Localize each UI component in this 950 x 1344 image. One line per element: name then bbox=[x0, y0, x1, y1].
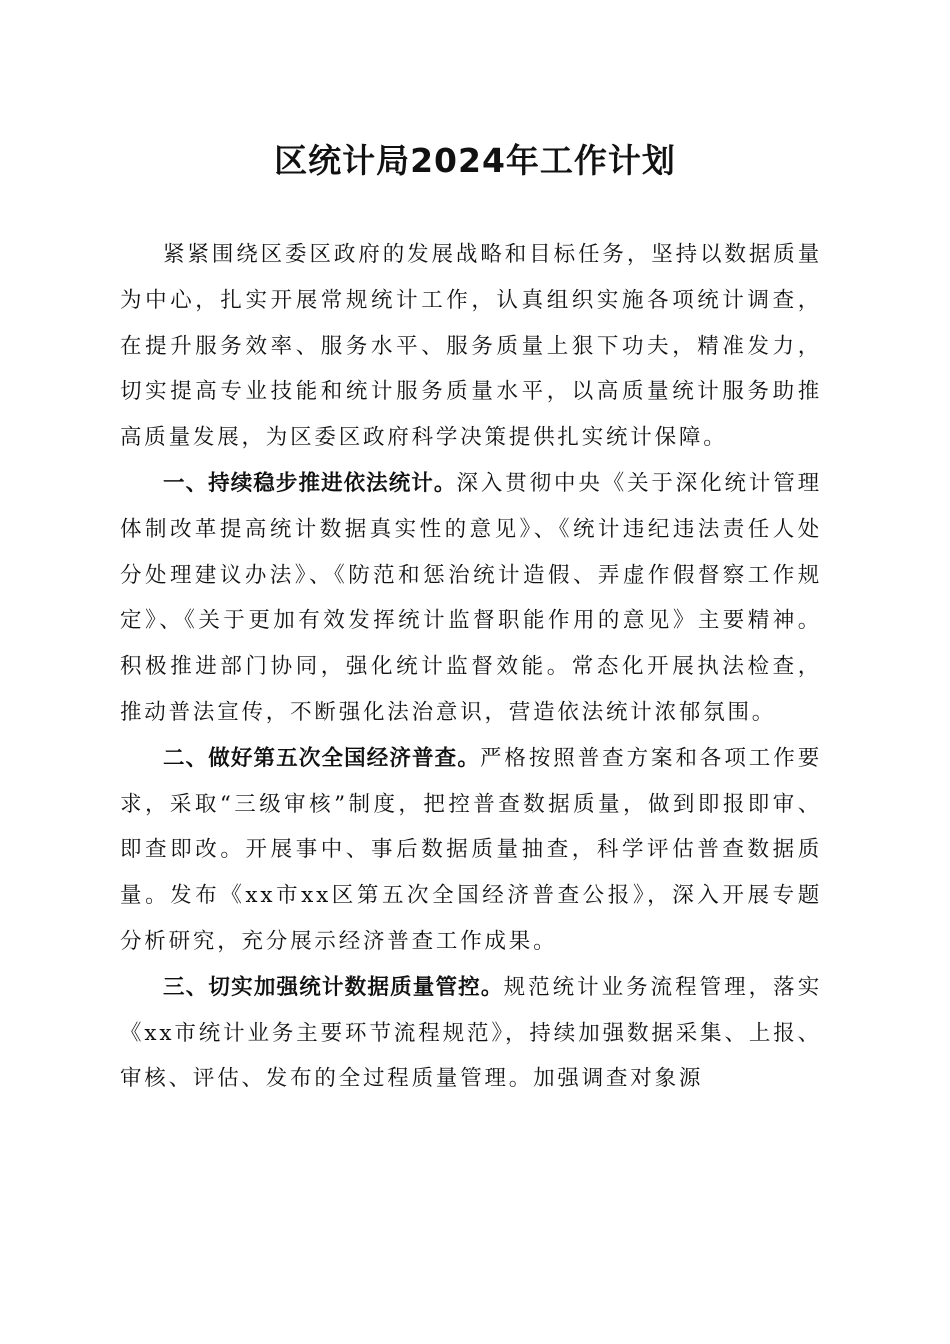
section-heading-2: 二、做好第五次全国经济普查。 bbox=[163, 745, 480, 771]
section-paragraph-2 bbox=[120, 736, 822, 965]
section-body-3: 规范统计业务流程管理，落实《xx市统计业务主要环节流程规范》，持续加强数据采集、上报、审核、评估、发布的全过程质量管理。加强调查对象源 bbox=[120, 974, 822, 1092]
section-body-1: 深入贯彻中央《关于深化统计管理体制改革提高统计数据真实性的意见》、《统计违纪违法责任人处分处理建议办法》、《防范和惩治统计造假、弄虚作假督察工作规定》、《关于更加有效发挥统计监督职能作用的意见》主要精神。积极推进部门协同，强化统计监督效能。常态化开展执法检查，推动普法宣传，不断强化法治意识，营造依法统计浓郁氛围。 bbox=[120, 470, 822, 725]
document-body bbox=[120, 232, 822, 1102]
section-heading-3: 三、切实加强统计数据质量管控。 bbox=[163, 974, 504, 1000]
section-heading-1: 一、持续稳步推进依法统计。 bbox=[163, 470, 457, 496]
intro-paragraph: 紧紧围绕区委区政府的发展战略和目标任务，坚持以数据质量为中心，扎实开展常规统计工作，认真组织实施各项统计调查，在提升服务效率、服务水平、服务质量上狠下功夫，精准发力，切实提高专业技能和统计服务质量水平，以高质量统计服务助推高质量发展，为区委区政府科学决策提供扎实统计保障。 bbox=[120, 242, 822, 451]
section-paragraph-1 bbox=[120, 461, 822, 736]
section-body-2: 严格按照普查方案和各项工作要求，采取“三级审核”制度，把控普查数据质量，做到即报即审、即查即改。开展事中、事后数据质量抽查，科学评估普查数据质量。发布《xx市xx区第五次全国经济普查公报》，深入开展专题分析研究，充分展示经济普查工作成果。 bbox=[120, 745, 822, 954]
section-paragraph-3 bbox=[120, 965, 822, 1102]
document-title: 区统计局2024年工作计划 bbox=[274, 141, 676, 180]
